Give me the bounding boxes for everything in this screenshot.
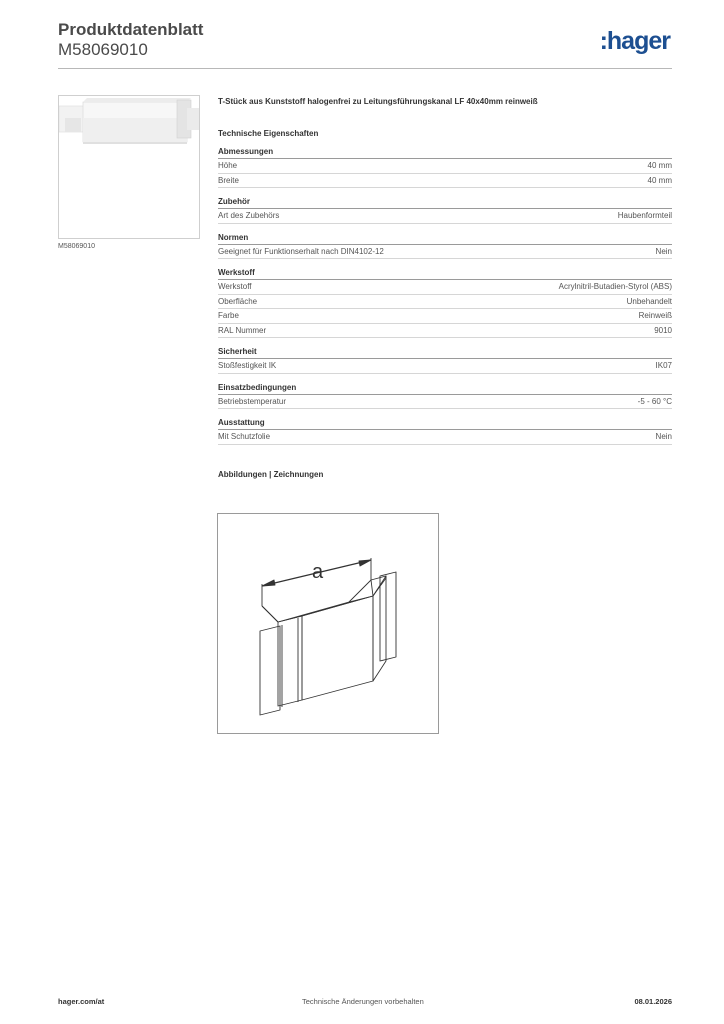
property-label: Mit Schutzfolie	[218, 432, 271, 441]
property-value: IK07	[655, 361, 672, 370]
property-row	[218, 209, 672, 224]
property-value: Acrylnitril-Butadien-Styrol (ABS)	[558, 282, 672, 291]
property-row	[218, 295, 672, 310]
property-row	[218, 174, 672, 189]
page-title: Produktdatenblatt	[58, 20, 204, 39]
property-label: Betriebstemperatur	[218, 396, 287, 406]
dimension-label: a	[312, 561, 324, 583]
footer-website[interactable]: hager.com/at	[58, 997, 105, 1006]
logo-text: hager	[606, 27, 670, 55]
property-section	[218, 196, 672, 224]
property-section	[218, 146, 672, 188]
footer-date: 08.01.2026	[634, 997, 672, 1006]
section-title: Zubehör	[218, 196, 672, 209]
property-value: Nein	[655, 432, 672, 441]
property-value: Reinweiß	[638, 311, 672, 320]
page-header	[58, 20, 672, 70]
property-row	[218, 359, 672, 374]
property-row	[218, 430, 672, 445]
property-value: Haubenformteil	[617, 211, 672, 220]
property-value: -5 - 60 °C	[637, 396, 672, 406]
property-value: Nein	[655, 246, 672, 256]
hager-logo: :hager	[599, 27, 670, 55]
section-title: Sicherheit	[218, 346, 672, 359]
property-row	[218, 309, 672, 324]
property-label: Breite	[218, 175, 239, 185]
header-divider	[58, 68, 672, 69]
property-label: RAL Nummer	[218, 325, 267, 335]
property-value: 40 mm	[647, 175, 672, 185]
article-number: M58069010	[58, 40, 148, 59]
property-sections	[218, 146, 672, 445]
section-title: Normen	[218, 232, 672, 245]
property-value: Unbehandelt	[626, 296, 672, 306]
property-label: Geeignet für Funktionserhalt nach DIN4102-12	[218, 246, 384, 256]
property-value: 40 mm	[647, 161, 672, 170]
section-title: Abmessungen	[218, 146, 672, 159]
section-title: Ausstattung	[218, 417, 672, 430]
product-image	[58, 95, 200, 239]
property-row	[218, 324, 672, 339]
footer-notice: Technische Änderungen vorbehalten	[302, 997, 424, 1006]
product-image-caption: M58069010	[58, 243, 95, 250]
property-label: Farbe	[218, 311, 239, 320]
property-row	[218, 159, 672, 174]
t-piece-drawing-icon	[218, 514, 438, 733]
section-title: Werkstoff	[218, 267, 672, 280]
property-row	[218, 280, 672, 295]
property-section	[218, 267, 672, 338]
property-label: Werkstoff	[218, 282, 252, 291]
property-value: 9010	[654, 325, 672, 335]
product-photo-icon	[59, 96, 199, 238]
property-label: Höhe	[218, 161, 238, 170]
property-section	[218, 382, 672, 410]
property-label: Oberfläche	[218, 296, 258, 306]
property-row	[218, 395, 672, 410]
main-content	[218, 96, 672, 479]
property-section	[218, 232, 672, 260]
property-row	[218, 245, 672, 260]
technical-drawing	[217, 513, 439, 734]
section-title: Einsatzbedingungen	[218, 382, 672, 395]
property-section	[218, 346, 672, 374]
technical-properties-heading: Technische Eigenschaften	[218, 129, 319, 138]
figures-heading: Abbildungen | Zeichnungen	[218, 469, 324, 479]
product-description: T-Stück aus Kunststoff halogenfrei zu Leitungsführungskanal LF 40x40mm reinweiß	[218, 97, 538, 106]
property-section	[218, 417, 672, 445]
property-label: Art des Zubehörs	[218, 211, 280, 220]
property-label: Stoßfestigkeit IK	[218, 361, 277, 370]
